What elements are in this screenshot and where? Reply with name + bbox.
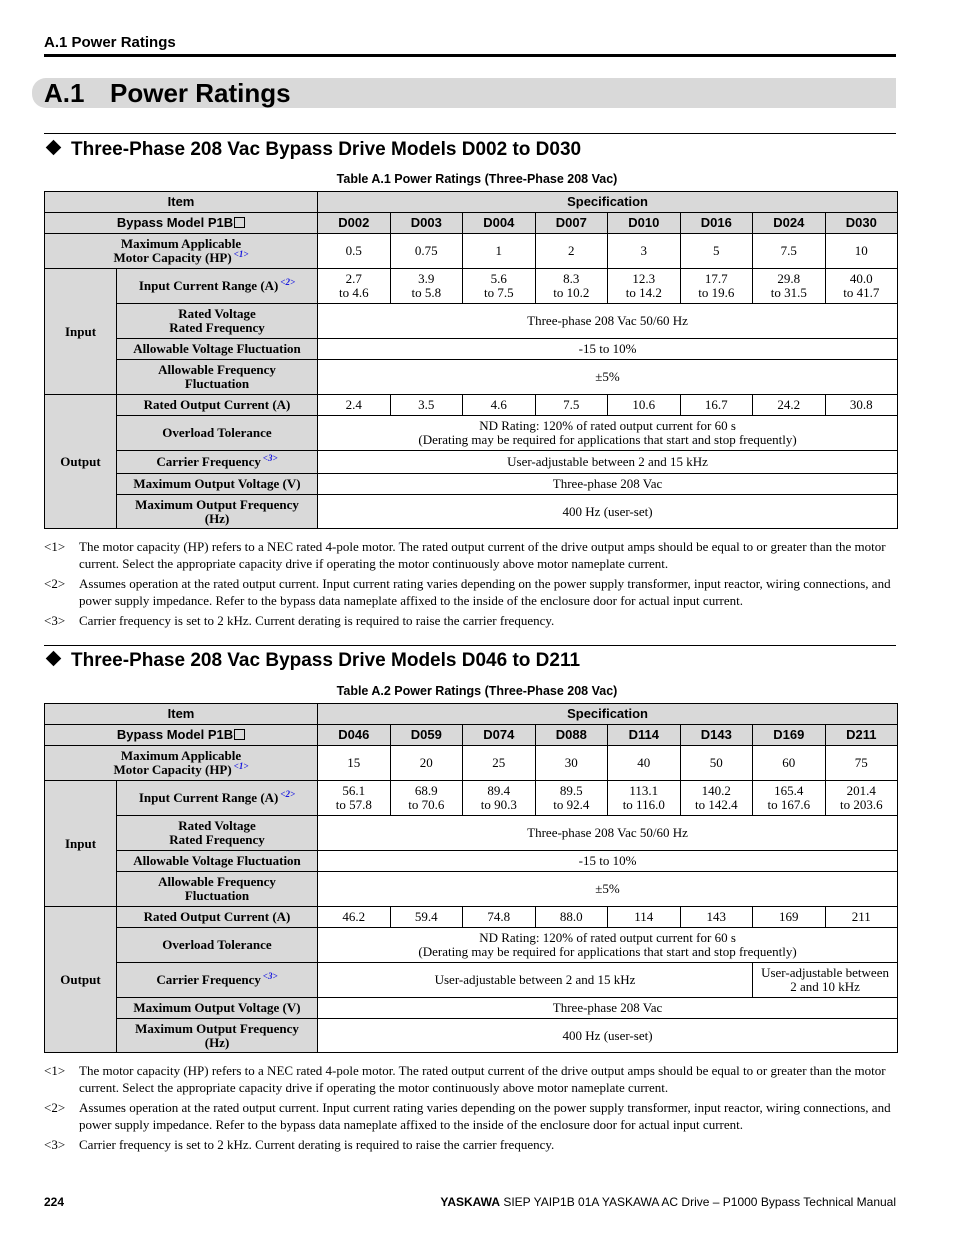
overload-value: ND Rating: 120% of rated output current for 60 s (Derating may be required for applications that start and stop frequently) (318, 416, 898, 451)
footnote-tag: <1> (44, 1063, 66, 1078)
footnote-tag: <3> (44, 1137, 66, 1152)
input-current-value: 68.9 to 70.6 (390, 781, 463, 816)
footnote-ref-2[interactable]: <2> (280, 276, 296, 287)
model-code: D143 (680, 725, 753, 746)
allowable-voltage-value: -15 to 10% (318, 851, 898, 872)
motor-capacity-value: 10 (825, 234, 898, 269)
running-header: A.1 Power Ratings (44, 34, 176, 51)
input-current-value: 12.3 to 14.2 (608, 269, 681, 304)
motor-capacity-value: 25 (463, 746, 536, 781)
input-current-value: 56.1 to 57.8 (318, 781, 391, 816)
allowable-voltage-value: -15 to 10% (318, 339, 898, 360)
motor-capacity-value: 0.5 (318, 234, 391, 269)
overload-row (45, 416, 898, 451)
model-label: Bypass Model P1B (45, 213, 318, 234)
model-code: D169 (753, 725, 826, 746)
motor-capacity-value: 1 (463, 234, 536, 269)
rated-voltage-value: Three-phase 208 Vac 50/60 Hz (318, 816, 898, 851)
section-number: A.1 (44, 78, 85, 108)
footnote (44, 1136, 898, 1153)
footnote-text: Carrier frequency is set to 2 kHz. Current derating is required to raise the carrier frequency. (79, 613, 555, 628)
item-header: Item (45, 192, 318, 213)
input-current-value: 17.7 to 19.6 (680, 269, 753, 304)
allowable-voltage-row (45, 339, 898, 360)
diamond-bullet-icon (46, 651, 62, 667)
specification-header: Specification (318, 192, 898, 213)
table-caption: Table A.2 Power Ratings (Three-Phase 208 Vac) (336, 684, 618, 698)
overload-label: Overload Tolerance (117, 928, 318, 963)
item-header: Item (45, 704, 318, 725)
motor-capacity-value: 50 (680, 746, 753, 781)
motor-capacity-value: 2 (535, 234, 608, 269)
footnote-text: Assumes operation at the rated output current. Input current rating varies depending on the power supply transformer, input reactor, wiring connections, and power supply impedance. Refer to the bypass data nameplate affixed to the inside of the enclosure door for actual input current. (79, 576, 891, 608)
model-row (45, 725, 898, 746)
rated-output-value: 30.8 (825, 395, 898, 416)
motor-capacity-label: Maximum Applicable Motor Capacity (HP) $^{<1>}$ (45, 234, 318, 269)
rated-output-value: 16.7 (680, 395, 753, 416)
placeholder-box-icon (234, 217, 245, 228)
motor-capacity-value: 20 (390, 746, 463, 781)
rated-voltage-value: Three-phase 208 Vac 50/60 Hz (318, 304, 898, 339)
carrier-frequency-label: Carrier Frequency $^{<3>}$ (117, 451, 318, 474)
max-output-frequency-row (45, 1019, 898, 1053)
input-group-label: Input (45, 781, 117, 907)
carrier-frequency-value: User-adjustable between 2 and 15 kHz (318, 963, 753, 998)
max-output-voltage-value: Three-phase 208 Vac (318, 998, 898, 1019)
allowable-frequency-value: ±5% (318, 872, 898, 907)
input-current-value: 2.7 to 4.6 (318, 269, 391, 304)
model-code: D059 (390, 725, 463, 746)
table-header-row (45, 192, 898, 213)
footnote-ref-2[interactable]: <2> (280, 788, 296, 799)
footer-manual-title (440, 1195, 896, 1209)
rated-voltage-label: Rated Voltage Rated Frequency (117, 816, 318, 851)
footnote (44, 1099, 898, 1133)
footnote-ref-1[interactable]: <1> (233, 248, 249, 259)
motor-capacity-label: Maximum Applicable Motor Capacity (HP) $^{<1>}$ (45, 746, 318, 781)
subsection-heading (44, 139, 581, 161)
motor-capacity-value: 5 (680, 234, 753, 269)
overload-row (45, 928, 898, 963)
max-output-voltage-value: Three-phase 208 Vac (318, 474, 898, 495)
carrier-frequency-value: User-adjustable between 2 and 15 kHz (318, 451, 898, 474)
rated-output-value: 46.2 (318, 907, 391, 928)
subsection-heading (44, 650, 580, 672)
model-code: D007 (535, 213, 608, 234)
table-caption: Table A.1 Power Ratings (Three-Phase 208 Vac) (336, 172, 618, 186)
model-code: D004 (463, 213, 536, 234)
rated-voltage-row (45, 304, 898, 339)
subsection-heading-text: Three-Phase 208 Vac Bypass Drive Models D002 to D030 (71, 139, 582, 160)
max-output-voltage-row (45, 474, 898, 495)
input-current-value: 5.6 to 7.5 (463, 269, 536, 304)
motor-capacity-row (45, 234, 898, 269)
output-group-label: Output (45, 907, 117, 1053)
model-code: D024 (753, 213, 826, 234)
motor-capacity-value: 0.75 (390, 234, 463, 269)
footnote-tag: <1> (44, 539, 66, 554)
motor-capacity-value: 7.5 (753, 234, 826, 269)
subsection-heading-text: Three-Phase 208 Vac Bypass Drive Models D046 to D211 (71, 650, 581, 671)
footnote (44, 1062, 898, 1096)
input-current-row (45, 781, 898, 816)
rated-output-value: 2.4 (318, 395, 391, 416)
power-ratings-table (44, 191, 898, 529)
motor-capacity-value: 30 (535, 746, 608, 781)
allowable-frequency-label: Allowable Frequency Fluctuation (117, 872, 318, 907)
motor-capacity-value: 15 (318, 746, 391, 781)
rated-output-row (45, 395, 898, 416)
input-current-value: 165.4 to 167.6 (753, 781, 826, 816)
input-group-label: Input (45, 269, 117, 395)
footnote (44, 612, 898, 629)
rated-output-value: 169 (753, 907, 826, 928)
rated-voltage-row (45, 816, 898, 851)
model-code: D002 (318, 213, 391, 234)
rated-output-value: 114 (608, 907, 681, 928)
footnote-ref-1[interactable]: <1> (233, 760, 249, 771)
diamond-bullet-icon (46, 140, 62, 156)
rated-output-value: 59.4 (390, 907, 463, 928)
footnote-text: Carrier frequency is set to 2 kHz. Current derating is required to raise the carrier frequency. (79, 1137, 555, 1152)
power-ratings-table (44, 703, 898, 1053)
input-current-value: 89.5 to 92.4 (535, 781, 608, 816)
footnotes (44, 538, 898, 632)
max-output-frequency-value: 400 Hz (user-set) (318, 495, 898, 529)
allowable-voltage-label: Allowable Voltage Fluctuation (117, 851, 318, 872)
footnote-ref-3[interactable]: <3> (262, 970, 278, 981)
max-output-voltage-row (45, 998, 898, 1019)
footnote-text: Assumes operation at the rated output current. Input current rating varies depending on the power supply transformer, input reactor, wiring connections, and power supply impedance. Refer to the bypass data nameplate affixed to the inside of the enclosure door for actual input current. (79, 1100, 891, 1132)
overload-value: ND Rating: 120% of rated output current for 60 s (Derating may be required for applications that start and stop frequently) (318, 928, 898, 963)
motor-capacity-value: 75 (825, 746, 898, 781)
footnote-tag: <2> (44, 576, 66, 591)
allowable-voltage-label: Allowable Voltage Fluctuation (117, 339, 318, 360)
input-current-label: Input Current Range (A) $^{<2>}$ (117, 269, 318, 304)
carrier-frequency-label: Carrier Frequency $^{<3>}$ (117, 963, 318, 998)
footnotes (44, 1062, 898, 1156)
section-title: Power Ratings (110, 78, 291, 108)
model-code: D010 (608, 213, 681, 234)
allowable-voltage-row (45, 851, 898, 872)
footer-manual: SIEP YAIP1B 01A YASKAWA AC Drive – P1000 Bypass Technical Manual (500, 1195, 896, 1209)
max-output-voltage-label: Maximum Output Voltage (V) (117, 998, 318, 1019)
rated-output-value: 143 (680, 907, 753, 928)
rated-output-value: 88.0 (535, 907, 608, 928)
footnote-tag: <3> (44, 613, 66, 628)
header-rule (44, 54, 896, 57)
rated-output-value: 10.6 (608, 395, 681, 416)
model-code: D088 (535, 725, 608, 746)
carrier-frequency-row (45, 451, 898, 474)
rated-output-label: Rated Output Current (A) (117, 907, 318, 928)
motor-capacity-value: 40 (608, 746, 681, 781)
carrier-frequency-row (45, 963, 898, 998)
model-row (45, 213, 898, 234)
output-group-label: Output (45, 395, 117, 529)
input-current-value: 29.8 to 31.5 (753, 269, 826, 304)
rated-output-value: 74.8 (463, 907, 536, 928)
section-title-band (32, 78, 896, 108)
model-code: D003 (390, 213, 463, 234)
model-code: D211 (825, 725, 898, 746)
motor-capacity-value: 60 (753, 746, 826, 781)
model-label: Bypass Model P1B (45, 725, 318, 746)
max-output-voltage-label: Maximum Output Voltage (V) (117, 474, 318, 495)
input-current-value: 140.2 to 142.4 (680, 781, 753, 816)
input-current-value: 3.9 to 5.8 (390, 269, 463, 304)
max-output-frequency-value: 400 Hz (user-set) (318, 1019, 898, 1053)
max-output-frequency-label: Maximum Output Frequency (Hz) (117, 1019, 318, 1053)
max-output-frequency-label: Maximum Output Frequency (Hz) (117, 495, 318, 529)
specification-header: Specification (318, 704, 898, 725)
model-code: D074 (463, 725, 536, 746)
input-current-value: 201.4 to 203.6 (825, 781, 898, 816)
carrier-frequency-value-large: User-adjustable between 2 and 10 kHz (753, 963, 898, 998)
placeholder-box-icon (234, 729, 245, 740)
rated-output-value: 4.6 (463, 395, 536, 416)
model-code: D030 (825, 213, 898, 234)
footer-brand: YASKAWA (440, 1195, 500, 1209)
input-current-value: 113.1 to 116.0 (608, 781, 681, 816)
rated-output-row (45, 907, 898, 928)
rated-output-value: 3.5 (390, 395, 463, 416)
allowable-frequency-row (45, 872, 898, 907)
rated-output-label: Rated Output Current (A) (117, 395, 318, 416)
subsection-rule (44, 133, 896, 134)
model-code: D114 (608, 725, 681, 746)
rated-output-value: 211 (825, 907, 898, 928)
rated-voltage-label: Rated Voltage Rated Frequency (117, 304, 318, 339)
overload-label: Overload Tolerance (117, 416, 318, 451)
motor-capacity-value: 3 (608, 234, 681, 269)
footnote-ref-3[interactable]: <3> (262, 452, 278, 463)
max-output-frequency-row (45, 495, 898, 529)
input-current-row (45, 269, 898, 304)
footnote-tag: <2> (44, 1100, 66, 1115)
footnote-text: The motor capacity (HP) refers to a NEC rated 4-pole motor. The rated output current of the drive output amps should be equal to or greater than the motor current. Select the appropriate capacity drive if operating the motor continuously above motor nameplate current. (79, 1063, 886, 1095)
footnote-text: The motor capacity (HP) refers to a NEC rated 4-pole motor. The rated output current of the drive output amps should be equal to or greater than the motor current. Select the appropriate capacity drive if operating the motor continuously above motor nameplate current. (79, 539, 886, 571)
input-current-value: 40.0 to 41.7 (825, 269, 898, 304)
table-header-row (45, 704, 898, 725)
motor-capacity-row (45, 746, 898, 781)
rated-output-value: 24.2 (753, 395, 826, 416)
page-number: 224 (44, 1195, 65, 1209)
model-code: D046 (318, 725, 391, 746)
input-current-label: Input Current Range (A) $^{<2>}$ (117, 781, 318, 816)
model-code: D016 (680, 213, 753, 234)
footnote (44, 538, 898, 572)
allowable-frequency-row (45, 360, 898, 395)
allowable-frequency-label: Allowable Frequency Fluctuation (117, 360, 318, 395)
rated-output-value: 7.5 (535, 395, 608, 416)
input-current-value: 89.4 to 90.3 (463, 781, 536, 816)
input-current-value: 8.3 to 10.2 (535, 269, 608, 304)
subsection-rule (44, 645, 896, 646)
allowable-frequency-value: ±5% (318, 360, 898, 395)
footnote (44, 575, 898, 609)
